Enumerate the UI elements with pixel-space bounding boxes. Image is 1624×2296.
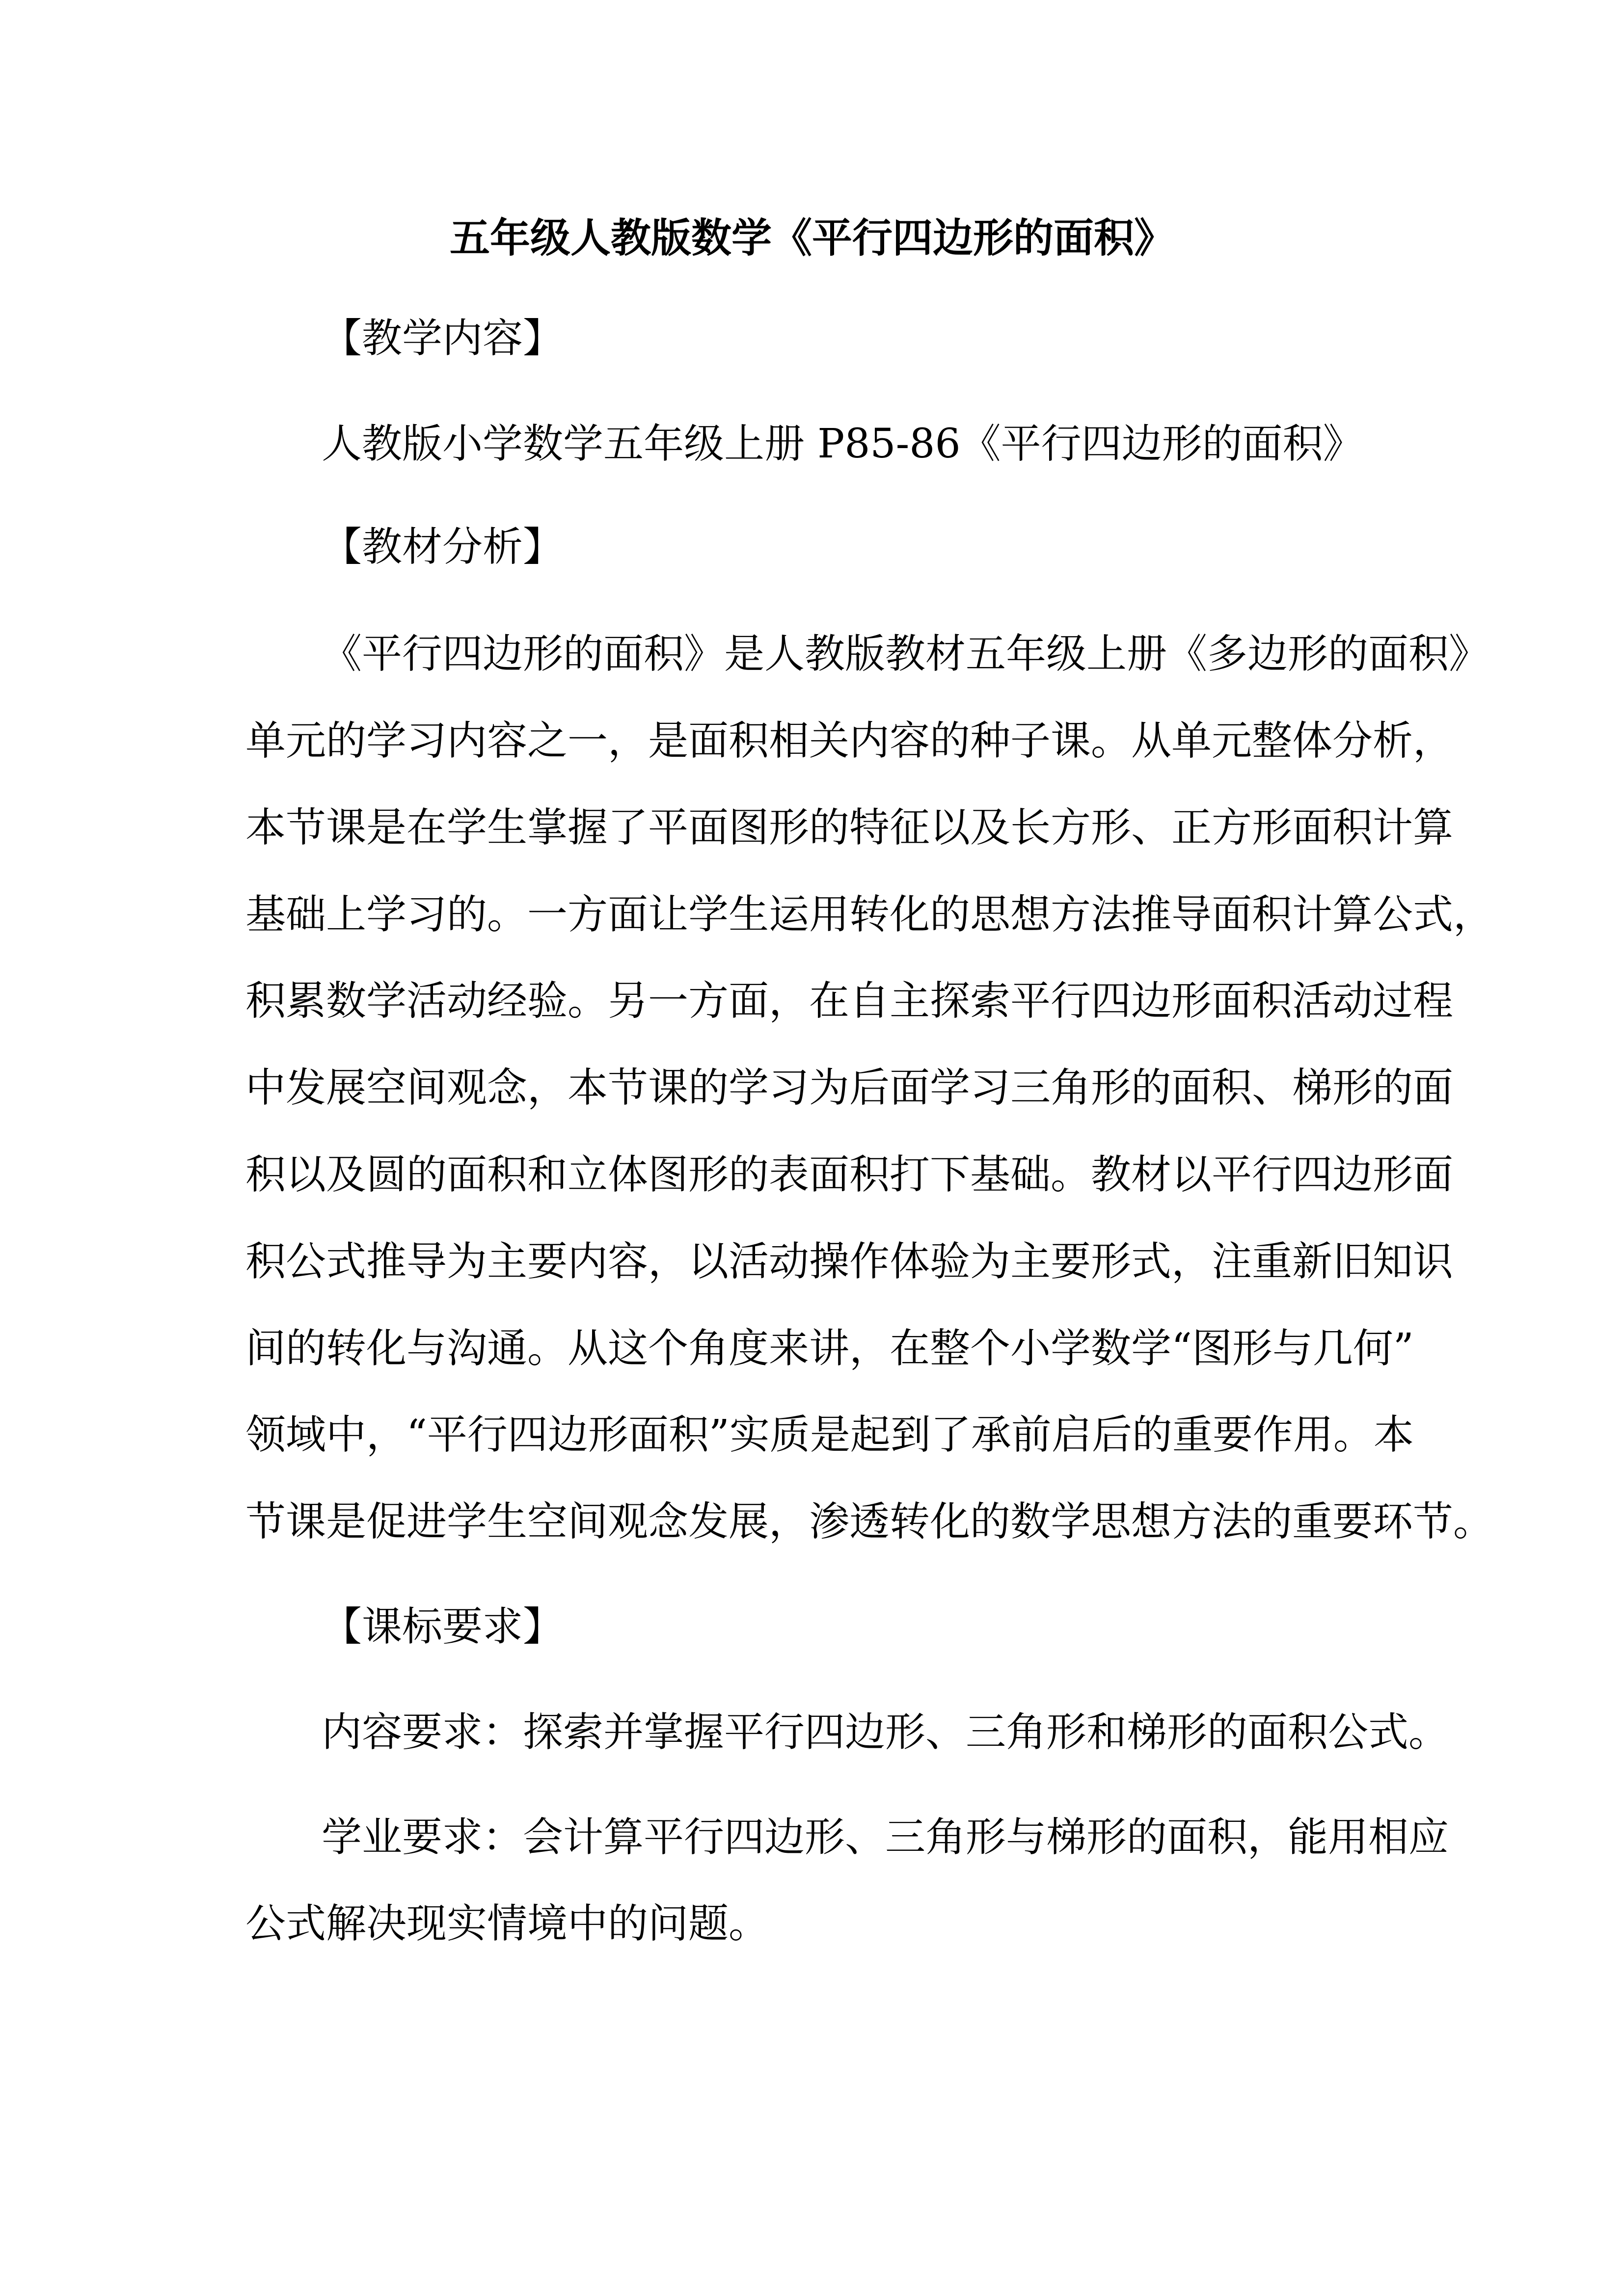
paragraph-line: 人教版小学数学五年级上册 P85-86《平行四边形的面积》 <box>322 421 1363 467</box>
paragraph-line: 基础上学习的。一方面让学生运用转化的思想方法推导面积计算公式， <box>245 891 1494 938</box>
paragraph-line: 本节课是在学生掌握了平面图形的特征以及长方形、正方形面积计算 <box>245 804 1454 851</box>
paragraph-line: 内容要求：探索并掌握平行四边形、三角形和梯形的面积公式。 <box>322 1709 1449 1756</box>
paragraph-line: 积公式推导为主要内容，以活动操作体验为主要形式，注重新旧知识 <box>245 1238 1454 1285</box>
paragraph-line: 《平行四边形的面积》是人教版教材五年级上册《多边形的面积》 <box>322 631 1489 677</box>
paragraph-line: 单元的学习内容之一，是面积相关内容的种子课。从单元整体分析， <box>245 718 1454 764</box>
paragraph-line: 领域中，“平行四边形面积”实质是起到了承前启后的重要作用。本 <box>245 1412 1414 1458</box>
section-heading-textbook-analysis: 【教材分析】 <box>322 524 564 570</box>
section-heading-teaching-content: 【教学内容】 <box>322 315 564 362</box>
paragraph-line: 积累数学活动经验。另一方面，在自主探索平行四边形面积活动过程 <box>245 978 1454 1024</box>
section-heading-curriculum-standards: 【课标要求】 <box>322 1603 564 1650</box>
paragraph-line: 积以及圆的面积和立体图形的表面积打下基础。教材以平行四边形面 <box>245 1151 1454 1198</box>
paragraph-line: 中发展空间观念，本节课的学习为后面学习三角形的面积、梯形的面 <box>245 1065 1454 1111</box>
paragraph-line: 节课是促进学生空间观念发展，渗透转化的数学思想方法的重要环节。 <box>245 1498 1494 1545</box>
paragraph-line: 公式解决现实情境中的问题。 <box>245 1900 769 1947</box>
document-title: 五年级人教版数学《平行四边形的面积》 <box>449 214 1174 262</box>
paragraph-line: 学业要求：会计算平行四边形、三角形与梯形的面积，能用相应 <box>322 1814 1449 1861</box>
paragraph-line: 间的转化与沟通。从这个角度来讲，在整个小学数学“图形与几何” <box>245 1325 1414 1372</box>
